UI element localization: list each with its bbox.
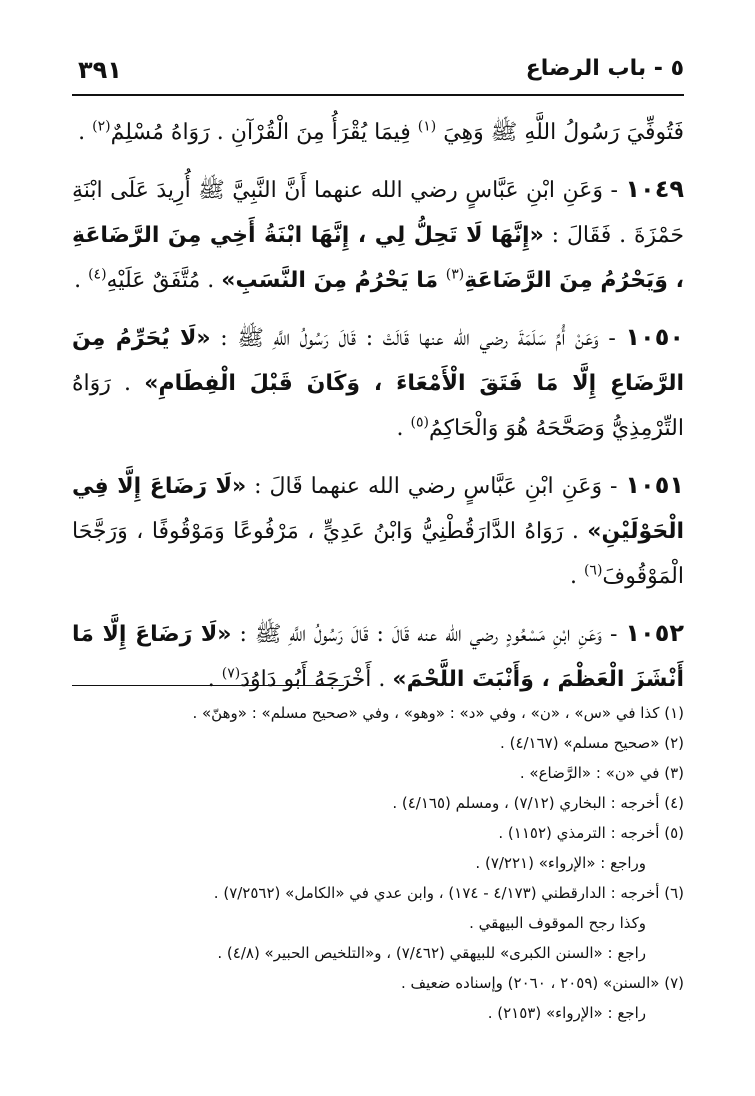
footnote-3: (٣) في «ن» : «الرَّضاع» . xyxy=(519,764,684,782)
text: . مُتَّفَقٌ عَلَيْهِ xyxy=(106,268,222,293)
text: - وَعَنِ ابْنِ عَبَّاسٍ رضي الله عنهما أَنَّ النَّبِيَّ ﷺ أُرِيدَ عَلَى ابْنَةِ حَمْزَةَ . فَقَالَ : xyxy=(72,178,684,248)
page-header xyxy=(72,52,684,96)
text: - وَعَنِ ابْنِ مَسْعُودٍ رضي الله عنه قَالَ : قَالَ رَسُولُ اللَّهِ ﷺ : xyxy=(231,622,626,647)
footnote-divider xyxy=(72,685,344,686)
hadith-number: ١٠٥٢ xyxy=(625,619,684,647)
chapter-title: ٥ - باب الرضاع xyxy=(525,56,684,81)
text: . رَوَاهُ التِّرْمِذِيُّ وَصَحَّحَهُ هُوَ وَالْحَاكِمُ xyxy=(72,371,684,441)
text: - وَعَنْ أُمِّ سَلَمَةَ رضي الله عنها قَالَتْ : قَالَ رَسُولُ اللَّهِ ﷺ : xyxy=(210,326,626,351)
footnote-7: (٧) «السنن» (٢٠٥٩ ، ٢٠٦٠) وإسناده ضعيف . xyxy=(400,974,684,992)
hadith-quote: مَا يَحْرُمُ مِنَ النَّسَبِ» xyxy=(221,268,446,293)
main-text xyxy=(72,110,684,702)
hadith-quote: «إِنَّهَا لَا تَحِلُّ لِي ، إِنَّهَا ابْنَةُ أَخِي مِنَ الرَّضَاعَةِ ، وَيَحْرُمُ مِنَ الرَّضَاعَةِ xyxy=(72,223,684,293)
hadith-quote: «لَا رَضَاعَ إِلَّا مَا أَنْشَزَ الْعَظْمَ ، وَأَنْبَتَ اللَّحْمَ» xyxy=(72,622,684,692)
text: فَتُوفِّيَ رَسُولُ اللَّهِ ﷺ وَهِيَ xyxy=(443,120,684,145)
footnote-7-cont: راجع : «الإرواء» (٢١٥٣) . xyxy=(487,1004,646,1022)
hadith-quote: «لَا رَضَاعَ إِلَّا فِي الْحَوْلَيْنِ» xyxy=(72,474,684,544)
footnotes xyxy=(72,698,684,1028)
text: فِيمَا يُقْرَأُ مِنَ الْقُرْآنِ . رَوَاهُ مُسْلِمٌ xyxy=(110,120,411,145)
hadith-1049 xyxy=(72,167,684,303)
footnote-5: (٥) أخرجه : الترمذي (١١٥٢) . xyxy=(498,824,684,842)
footnote-ref: (٦) xyxy=(583,562,603,579)
footnote-6-cont: وكذا رجح الموقوف البيهقي . xyxy=(469,914,646,932)
footnote-ref: (٧) xyxy=(221,665,241,682)
text: . xyxy=(569,564,584,589)
hadith-1052 xyxy=(72,611,684,702)
footnote-4: (٤) أخرجه : البخاري (٧/١٢) ، ومسلم (٤/١٦٥) . xyxy=(392,794,684,812)
text: . رَوَاهُ الدَّارَقُطْنِيُّ وَابْنُ عَدِيٍّ ، مَرْفُوعًا وَمَوْقُوفًا ، وَرَجَّحَا الْمَوْقُوفَ xyxy=(72,519,684,589)
hadith-1050 xyxy=(72,315,684,451)
footnote-ref: (٢) xyxy=(92,118,111,135)
footnote-2: (٢) «صحيح مسلم» (٤/١٦٧) . xyxy=(500,734,684,752)
book-page xyxy=(72,52,684,1062)
text: . xyxy=(207,667,222,692)
footnote-1: (١) كذا في «س» ، «ن» ، وفي «د» : «وهو» ، وفي «صحيح مسلم» : «وهنّ» . xyxy=(192,704,684,722)
footnote-6: (٦) أخرجه : الدارقطني (٤/١٧٣ - ١٧٤) ، وابن عدي في «الكامل» (٧/٢٥٦٢) . xyxy=(213,884,684,902)
text: - وَعَنِ ابْنِ عَبَّاسٍ رضي الله عنهما قَالَ : xyxy=(246,474,626,499)
hadith-quote: «لَا يُحَرِّمُ مِنَ الرَّضَاعِ إِلَّا مَا فَتَقَ الْأَمْعَاءَ ، وَكَانَ قَبْلَ الْفِطَامِ» xyxy=(72,326,684,396)
hadith-number: ١٠٥٠ xyxy=(625,323,684,351)
paragraph-continuation xyxy=(72,110,684,155)
footnote-ref: (٣) xyxy=(445,266,465,283)
page-number: ٣٩١ xyxy=(78,56,122,84)
text: . أَخْرَجَهُ أَبُو دَاوُدَ xyxy=(240,667,393,692)
footnote-ref: (١) xyxy=(417,118,437,135)
text: . xyxy=(74,268,89,293)
hadith-1051 xyxy=(72,463,684,599)
hadith-number: ١٠٤٩ xyxy=(625,175,684,203)
text: . xyxy=(396,416,411,441)
footnote-5-cont: وراجع : «الإرواء» (٧/٢٢١) . xyxy=(475,854,646,872)
footnote-ref: (٥) xyxy=(410,414,429,431)
footnote-ref: (٤) xyxy=(88,266,107,283)
hadith-number: ١٠٥١ xyxy=(625,471,684,499)
footnote-6-cont: راجع : «السنن الكبرى» للبيهقي (٧/٤٦٢) ، و«التلخيص الحبير» (٤/٨) . xyxy=(217,944,646,962)
text: . xyxy=(78,120,93,145)
